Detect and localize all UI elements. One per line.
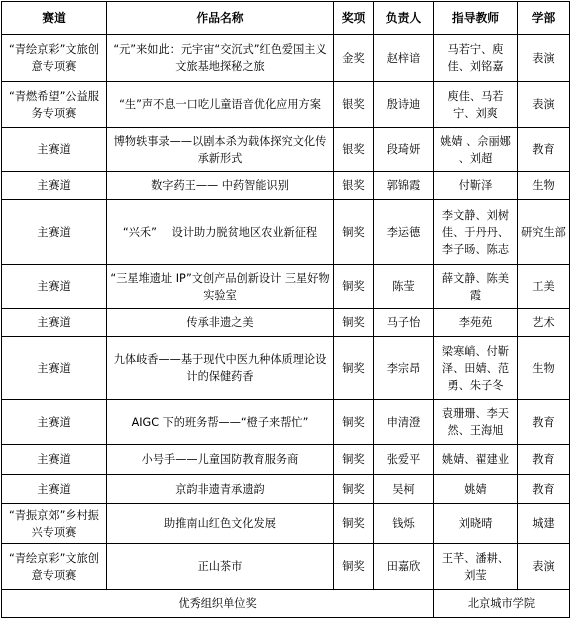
award-cell: 铜奖: [334, 337, 374, 400]
work-cell: “三星堆遗址 IP”文创产品创新设计 三星好物实验室: [107, 265, 334, 309]
dept-cell: 表演: [518, 544, 570, 590]
table-row: [2, 200, 570, 265]
award-cell: 铜奖: [334, 445, 374, 475]
advisors-cell: 袁珊珊、李天然、王海旭: [434, 400, 518, 445]
table-row: [2, 337, 570, 400]
award-cell: 铜奖: [334, 475, 374, 504]
track-cell: 主赛道: [2, 400, 107, 445]
leader-cell: 郭锦霞: [374, 172, 434, 200]
dept-cell: 教育: [518, 128, 570, 172]
leader-cell: 殷诗迪: [374, 82, 434, 128]
leader-cell: 马子怡: [374, 309, 434, 337]
advisors-cell: 马若宁、庾佳、刘铭嘉: [434, 35, 518, 82]
award-cell: 铜奖: [334, 200, 374, 265]
award-cell: 铜奖: [334, 309, 374, 337]
track-cell: 主赛道: [2, 337, 107, 400]
dept-cell: 城建: [518, 504, 570, 544]
leader-cell: 赵梓谙: [374, 35, 434, 82]
work-cell: 小号手——儿童国防教育服务商: [107, 445, 334, 475]
advisors-cell: 王芊、潘耕、刘莹: [434, 544, 518, 590]
dept-cell: 生物: [518, 337, 570, 400]
table-row: [2, 504, 570, 544]
awards-table: [1, 1, 570, 618]
leader-cell: 段琦妍: [374, 128, 434, 172]
advisors-cell: 付靳泽: [434, 172, 518, 200]
dept-cell: 教育: [518, 400, 570, 445]
track-cell: 主赛道: [2, 172, 107, 200]
header-work: 作品名称: [107, 2, 334, 35]
advisors-cell: 姚婧: [434, 475, 518, 504]
table-row: [2, 265, 570, 309]
advisors-cell: 姚婧、翟建业: [434, 445, 518, 475]
track-cell: “青燃希望”公益服务专项赛: [2, 82, 107, 128]
track-cell: 主赛道: [2, 445, 107, 475]
dept-cell: 生物: [518, 172, 570, 200]
dept-cell: 教育: [518, 475, 570, 504]
work-cell: 正山茶市: [107, 544, 334, 590]
leader-cell: 李宗昂: [374, 337, 434, 400]
work-cell: AIGC 下的班务帮——“橙子来帮忙”: [107, 400, 334, 445]
award-cell: 铜奖: [334, 504, 374, 544]
footer-award-label: 优秀组织单位奖: [2, 590, 434, 618]
track-cell: 主赛道: [2, 309, 107, 337]
advisors-cell: 梁寒峭、付靳泽、田婧、范勇、朱子冬: [434, 337, 518, 400]
work-cell: 博物轶事录——以剧本杀为载体探究文化传承新形式: [107, 128, 334, 172]
work-cell: 九体岐香——基于现代中医九种体质理论设计的保健药香: [107, 337, 334, 400]
track-cell: 主赛道: [2, 128, 107, 172]
table-row: [2, 445, 570, 475]
award-cell: 铜奖: [334, 544, 374, 590]
dept-cell: 教育: [518, 445, 570, 475]
leader-cell: 张爱平: [374, 445, 434, 475]
track-cell: “青振京郊”乡村振兴专项赛: [2, 504, 107, 544]
dept-cell: 艺术: [518, 309, 570, 337]
track-cell: “青绘京彩”文旅创意专项赛: [2, 544, 107, 590]
work-cell: 传承非遗之美: [107, 309, 334, 337]
header-award: 奖项: [334, 2, 374, 35]
work-cell: “生”声不息一口吃儿童语音优化应用方案: [107, 82, 334, 128]
leader-cell: 田嘉欣: [374, 544, 434, 590]
table-row: [2, 400, 570, 445]
header-leader: 负责人: [374, 2, 434, 35]
dept-cell: 表演: [518, 82, 570, 128]
advisors-cell: 李文静、刘树佳、于丹丹、李子旸、陈志: [434, 200, 518, 265]
track-cell: 主赛道: [2, 265, 107, 309]
table-row: [2, 309, 570, 337]
work-cell: 数字药王—— 中药智能识别: [107, 172, 334, 200]
header-track: 赛道: [2, 2, 107, 35]
dept-cell: 研究生部: [518, 200, 570, 265]
table-row: [2, 35, 570, 82]
advisors-cell: 刘晓晴: [434, 504, 518, 544]
track-cell: 主赛道: [2, 475, 107, 504]
table-row: [2, 544, 570, 590]
table-row: [2, 475, 570, 504]
footer-winner: 北京城市学院: [434, 590, 570, 618]
work-cell: 京韵非遗青承遗韵: [107, 475, 334, 504]
header-dept: 学部: [518, 2, 570, 35]
table-row: [2, 172, 570, 200]
award-cell: 金奖: [334, 35, 374, 82]
header-row: [2, 2, 570, 35]
table-row: [2, 128, 570, 172]
award-cell: 银奖: [334, 172, 374, 200]
dept-cell: 表演: [518, 35, 570, 82]
award-cell: 铜奖: [334, 400, 374, 445]
track-cell: “青绘京彩”文旅创意专项赛: [2, 35, 107, 82]
work-cell: 助推南山红色文化发展: [107, 504, 334, 544]
work-cell: “元”来如此：元宇宙“交沉式”红色爱国主义文旅基地探秘之旅: [107, 35, 334, 82]
award-cell: 银奖: [334, 82, 374, 128]
leader-cell: 申清澄: [374, 400, 434, 445]
award-cell: 铜奖: [334, 265, 374, 309]
dept-cell: 工美: [518, 265, 570, 309]
table-row: [2, 82, 570, 128]
header-advisors: 指导教师: [434, 2, 518, 35]
advisors-cell: 庾佳、马若宁、刘爽: [434, 82, 518, 128]
advisors-cell: 姚婧 、佘丽娜 、刘超: [434, 128, 518, 172]
advisors-cell: 李苑苑: [434, 309, 518, 337]
leader-cell: 吴柯: [374, 475, 434, 504]
leader-cell: 陈莹: [374, 265, 434, 309]
work-cell: “兴禾” 设计助力脱贫地区农业新征程: [107, 200, 334, 265]
leader-cell: 钱烁: [374, 504, 434, 544]
track-cell: 主赛道: [2, 200, 107, 265]
leader-cell: 李运德: [374, 200, 434, 265]
advisors-cell: 薛文静、陈美霞: [434, 265, 518, 309]
footer-row: [2, 590, 570, 618]
award-cell: 银奖: [334, 128, 374, 172]
